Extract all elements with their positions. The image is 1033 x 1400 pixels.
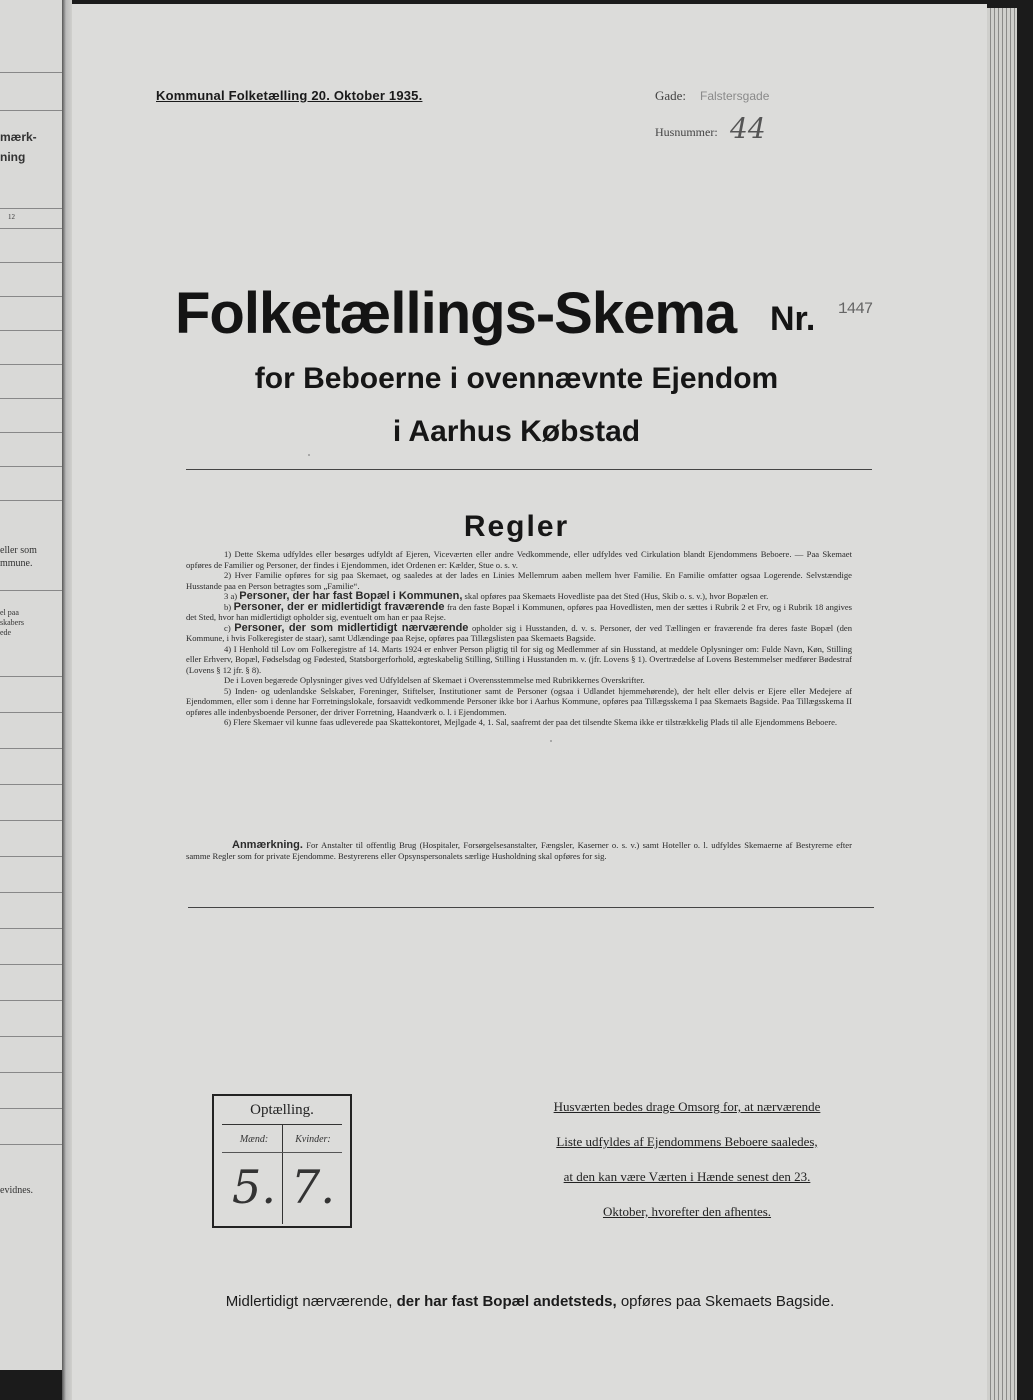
rule-2: 2) Hver Familie opføres for sig paa Skemaet, og saaledes at der lades en Linies Mellemrum aaben mellem hver Familie. En Familie omfatter ogsaa Logerende. Selvstændige Husstande paa en Person betragtes som „Familie“. (186, 570, 852, 591)
left-page-rule (0, 208, 62, 209)
left-page-rule (0, 110, 62, 111)
rule-3b-prefix: b) (224, 601, 232, 612)
left-page-rule (0, 590, 62, 591)
rule-5: 5) Inden- og udenlandske Selskaber, Foreninger, Stiftelser, Institutioner samt de Personer (ogsaa i Udlandet hjemmehørende), der helt eller delvis er Ejere eller Medejere af Ejendommen, eller som i denne har Forretningslokale, forsaavidt vedkommende Personer ikke bor i Aarhus Kommune, opføres paa Tillægsskema I paa Skemaets Bagside. Paa Tillægsskema II opføres alle indenbysboende Personer, der driver Forretning, Haandværk o. l. i Ejendommen. (186, 685, 852, 717)
left-page-rule (0, 820, 62, 821)
divider (186, 469, 872, 470)
left-page-text: mærk- (0, 130, 37, 144)
subtitle-city: i Aarhus Købstad (392, 415, 641, 448)
husnummer-label: Husnummer: (655, 125, 718, 139)
left-page-text: ning (0, 150, 26, 164)
rule-3c-prefix: c) (224, 622, 231, 633)
left-page-rule (0, 928, 62, 929)
left-page-rule (0, 72, 62, 73)
count-box-divider (282, 1124, 283, 1224)
rule-3c (186, 623, 852, 644)
rule-4: 4) I Henhold til Lov om Folkeregistre af 14. Marts 1924 er enhver Person pligtig til for sig og Medlemmer af sin Husstand, at meddele Oplysninger om: Fulde Navn, Køn, Stilling eller Erhverv, Bopæl, Fødselsdag og Fødested, Statsborgerforhold, ægteskabelig Stilling, Stilling i Husstanden m. v. (jfr. Lovens § 1). Overtrædelse af Lovens Bestemmelser medfører Bødestraf (Lovens § 12 jfr. § 8). (186, 643, 852, 675)
left-page-fragment (0, 0, 62, 1370)
rule-1: 1) Dette Skema udfyldes eller besørges udfyldt af Ejeren, Viceværten eller andre Vedkommende, eller udfyldes ved Cirkulation blandt Ejendommens Beboere. — Paa Skemaet opføres de Familier og Personer, der findes i Ejendommen, idet Ordenen er: Kælder, Stue o. s. v. (186, 549, 852, 570)
left-page-rule (0, 748, 62, 749)
left-page-rule (0, 892, 62, 893)
left-page-rule (0, 676, 62, 677)
women-count: 7. (291, 1160, 335, 1214)
left-page-rule (0, 398, 62, 399)
nr-value: 1447 (838, 300, 873, 318)
count-title: Optælling. (250, 1102, 314, 1118)
rule-3a-prefix: 3 a) (224, 591, 238, 601)
rule-3b-text: fra den faste Bopæl i Kommunen, opføres paa Hovedlisten, men der sættes i Rubrik 2 et Frv, og i Rubrik 18 angives det Sted, hvor han midlertidigt opholder sig, eventuelt om han er paa Rejse. (186, 601, 853, 622)
rule-4b: De i Loven begærede Oplysninger gives ved Udfyldelsen af Skemaet i Overensstemmelse med Rubrikkernes Overskrifter. (224, 675, 645, 685)
left-page-rule (0, 1144, 62, 1145)
annotation-note (186, 840, 852, 862)
left-page-rule (0, 964, 62, 965)
census-header: Kommunal Folketælling 20. Oktober 1935. (156, 88, 423, 103)
left-page-rule (0, 856, 62, 857)
notice-line: Husværten bedes drage Omsorg for, at nærværende (553, 1099, 821, 1114)
rule-3a-bold: Personer, der har fast Bopæl i Kommunen, (239, 590, 463, 602)
count-box (212, 1094, 352, 1228)
left-page-rule (0, 500, 62, 501)
left-page-rule (0, 228, 62, 229)
gade-label: Gade: (655, 88, 687, 103)
left-page-text: eller som (0, 545, 37, 556)
footer-part-3: opføres paa Skemaets Bagside. (620, 1293, 835, 1310)
paper-speck (550, 740, 552, 742)
left-page-rule (0, 296, 62, 297)
annotation-text: For Anstalter til offentlig Brug (Hospitaler, Forsørgelsesanstalter, Fængsler, Kaserner o. s. v.) samt Hoteller o. l. udfyldes Skemaerne af Bestyrerne efter samme Regler som for private Ejendomme. Bestyrerens eller Opsynspersonalets særlige Husholdning skal opføres for sig. (186, 840, 852, 861)
annotation-label: Anmærkning. (232, 839, 303, 851)
paper-speck (308, 454, 310, 456)
left-page-text: el paa (0, 608, 19, 617)
subtitle-residents: for Beboerne i ovennævnte Ejendom (254, 362, 779, 395)
notice-line: at den kan være Værten i Hænde senest den 23. (563, 1169, 811, 1184)
rules-body (186, 549, 852, 728)
notice-line: Liste udfyldes af Ejendommens Beboere saaledes, (556, 1134, 818, 1149)
page-edge (987, 8, 1017, 1400)
left-page-text: mmune. (0, 558, 33, 569)
rule-3a-text: skal opføres paa Skemaets Hovedliste paa det Sted (Hus, Skib o. s. v.), hvor Bopælen er. (464, 591, 769, 601)
page-title: Folketællings-Skema (175, 281, 737, 346)
notice-line: Oktober, hvorefter den afhentes. (602, 1204, 772, 1219)
rule-3c-text: opholder sig i Husstanden, d. v. s. Personer, der ved Tællingen er fraværende fra deres faste Bopæl (den Kommune, i hvis Folkeregister de staar), samt Udlændinge paa Rejse, opføres paa Tillægslisten paa Skemaets Bagside. (186, 622, 853, 643)
footer-note (0, 1293, 1033, 1310)
rules-heading: Regler (463, 510, 570, 543)
rule-3c-bold: Personer, der som midlertidigt nærværende (234, 621, 469, 634)
husnummer-value: 44 (730, 112, 766, 145)
left-page-text: ede (0, 628, 12, 637)
left-page-rule (0, 784, 62, 785)
left-page-rule (0, 1072, 62, 1073)
gade-value: Falstersgade (700, 89, 770, 103)
footer-part-1: Midlertidigt nærværende, (225, 1293, 393, 1310)
left-page-rule (0, 1000, 62, 1001)
men-label: Mænd: (239, 1134, 269, 1145)
left-page-text: skabers (0, 618, 24, 627)
footer-part-2: der har fast Bopæl andetsteds, (396, 1293, 617, 1310)
women-label: Kvinder: (295, 1134, 331, 1145)
left-page-rule (0, 262, 62, 263)
rule-3b-bold: Personer, der er midlertidigt fraværende (233, 600, 445, 613)
left-page-rule (0, 330, 62, 331)
left-page-rule (0, 1036, 62, 1037)
men-count: 5. (232, 1160, 276, 1214)
left-page-rule (0, 712, 62, 713)
book-gutter (62, 0, 72, 1400)
left-page-rule (0, 466, 62, 467)
left-page-text: 12 (8, 213, 15, 221)
left-page-rule (0, 1108, 62, 1109)
nr-label: Nr. (770, 300, 816, 338)
divider (188, 907, 874, 908)
rule-6: 6) Flere Skemaer vil kunne faas udleverede paa Skattekontoret, Mejlgade 4, 1. Sal, saafremt der paa det tilsendte Skema ikke er tilstrækkelig Plads til alle Ejendommens Beboere. (224, 717, 838, 727)
rule-3b (186, 602, 852, 623)
count-box-rule (222, 1152, 342, 1153)
left-page-text: evidnes. (0, 1185, 34, 1196)
